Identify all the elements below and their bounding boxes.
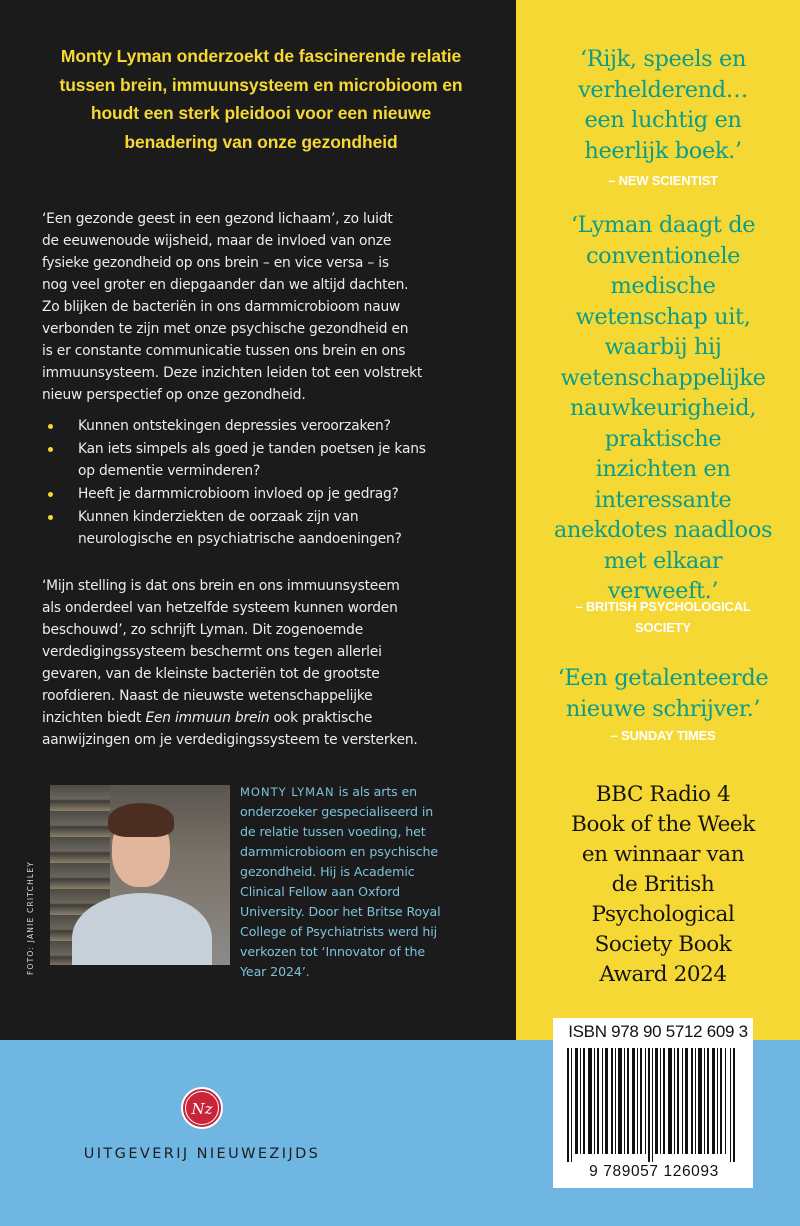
text-line: anekdotes naadloos: [553, 517, 773, 543]
bullet-dot-icon: [48, 492, 53, 497]
text-fragment: ook praktische: [269, 710, 373, 726]
text-line: roofdieren. Naast de nieuwste wetenschappelijke: [42, 688, 373, 704]
text-line: Psychological: [591, 902, 735, 927]
text-line: waarbij hij: [604, 334, 722, 360]
text-line: BBC Radio 4: [595, 782, 731, 807]
body-paragraph-2: [42, 575, 482, 751]
text-line: College of Psychiatrists werd hij: [240, 924, 438, 939]
text-line: gevaren, van de kleinste bacteriën tot de grootste: [42, 666, 380, 682]
author-photo: [50, 785, 230, 965]
text-line: ‘Mijn stelling is dat ons brein en ons immuunsysteem: [42, 578, 400, 594]
review-quote-new-scientist: [540, 44, 786, 166]
text-line: de relatie tussen voeding, het: [240, 824, 426, 839]
text-line: – SUNDAY TIMES: [610, 728, 716, 743]
text-line: neurologische en psychiatrische aandoeningen?: [78, 531, 402, 547]
text-line: University. Door het Britse Royal: [240, 904, 441, 919]
question-list: [42, 415, 482, 551]
text-line: is er constante communicatie tussen ons brein en ons: [42, 343, 406, 359]
text-line: nieuwe schrijver.’: [565, 695, 761, 722]
text-line: onderzoeker gespecialiseerd in: [240, 804, 434, 819]
text-line: met elkaar: [603, 547, 723, 574]
isbn-barcode: [553, 1018, 753, 1188]
review-quote-bps: [540, 210, 786, 607]
text-line: de British: [611, 872, 715, 897]
text-line: nog veel groter en diepgaander dan we altijd dachten.: [42, 277, 409, 293]
bullet-dot-icon: [48, 515, 53, 520]
text-line: ‘Een gezonde geest in een gezond lichaam’, zo luidt: [42, 211, 393, 227]
text-line: verdedigingssysteem beschermt ons tegen allerlei: [42, 644, 382, 660]
text-line: Book of the Week: [571, 812, 755, 837]
intro-line: Monty Lyman onderzoekt de fascinerende relatie: [60, 46, 462, 66]
text-line: verweeft.’: [607, 578, 719, 604]
review-source-new-scientist: [540, 170, 786, 191]
review-source-sunday-times: [540, 725, 786, 746]
list-item: [42, 506, 482, 550]
text-line: Award 2024: [599, 962, 727, 987]
text-line: interessante: [594, 486, 732, 513]
photo-hair: [108, 803, 174, 837]
review-quote-sunday-times: [540, 663, 786, 724]
text-line: Clinical Fellow aan Oxford: [240, 884, 400, 899]
text-line: Kunnen ontstekingen depressies veroorzaken?: [78, 418, 391, 434]
text-line: medische: [610, 273, 716, 299]
text-line: Zo blijken de bacteriën in ons darmmicrobioom nauw: [42, 299, 401, 315]
text-line: [240, 782, 490, 802]
isbn-label: ISBN 978 90 5712 609 3: [568, 1022, 748, 1041]
review-source-bps: [540, 596, 786, 638]
text-line: praktische: [604, 425, 722, 452]
text-line: verbonden te zijn met onze psychische gezondheid en: [42, 321, 409, 337]
text-line: Society Book: [594, 932, 732, 957]
text-line: ‘Rijk, speels en: [579, 46, 747, 72]
text-line: nieuw perspectief op onze gezondheid.: [42, 387, 306, 403]
text-line: beschouwd’, zo schrijft Lyman. Dit zogenoemde: [42, 622, 364, 638]
bullet-dot-icon: [48, 447, 53, 452]
book-title: Een immuun brein: [145, 710, 270, 726]
text-line: SOCIETY: [635, 620, 691, 635]
body-paragraph-1: [42, 208, 482, 406]
text-line: verkozen tot ‘Innovator of the: [240, 944, 426, 959]
barcode-digits: 9 789057 126093: [589, 1163, 719, 1180]
text-line: een luchtig en: [584, 107, 742, 133]
text-line: Heeft je darmmicrobioom invloed op je gedrag?: [78, 486, 399, 502]
text-line: gezondheid. Hij is Academic: [240, 864, 415, 879]
author-bio: [240, 782, 490, 982]
text-line: op dementie verminderen?: [78, 463, 261, 479]
intro-blurb: [48, 42, 474, 156]
text-line: immuunsysteem. Deze inzichten leiden tot een volstrekt: [42, 365, 423, 381]
text-line: Kunnen kinderziekten de oorzaak zijn van: [78, 509, 359, 525]
text-fragment: inzichten biedt: [42, 710, 146, 726]
text-line: de eeuwenoude wijsheid, maar de invloed van onze: [42, 233, 392, 249]
list-item: [42, 438, 482, 482]
list-item: [42, 483, 482, 505]
text-line: wetenschap uit,: [575, 303, 751, 330]
text-line: verhelderend…: [578, 76, 748, 103]
publisher-name: UITGEVERIJ NIEUWEZIJDS: [83, 1146, 321, 1162]
photo-credit: FOTO: JANIE CRITCHLEY: [26, 860, 35, 975]
text-line: aanwijzingen om je verdedigingssysteem te versterken.: [42, 732, 418, 748]
text-line: darmmicrobioom en psychische: [240, 844, 438, 859]
intro-line: benadering van onze gezondheid: [124, 131, 398, 152]
text-line: Kan iets simpels als goed je tanden poetsen je kans: [78, 441, 426, 457]
text-line: en winnaar van: [581, 842, 745, 867]
barcode-bars: [567, 1048, 739, 1162]
publisher-logo-text: Nz: [191, 1100, 213, 1118]
text-line: nauwkeurigheid,: [569, 395, 756, 421]
bullet-dot-icon: [48, 424, 53, 429]
text-line: Year 2024’.: [240, 964, 310, 979]
text-line: fysieke gezondheid op ons brein – en vice versa – is: [42, 255, 389, 271]
text-line: ‘Lyman daagt de: [570, 212, 756, 238]
list-item: [42, 415, 482, 437]
publisher-logo-icon: [180, 1086, 224, 1130]
intro-line: houdt een sterk pleidooi voor een nieuwe: [90, 103, 432, 123]
award-statement: [540, 780, 786, 990]
text-line: wetenschappelijke: [560, 364, 766, 391]
text-line: ‘Een getalenteerde: [557, 665, 769, 691]
text-line: – NEW SCIENTIST: [608, 173, 718, 188]
intro-line: tussen brein, immuunsysteem en microbioom en: [59, 74, 463, 95]
text-line: als onderdeel van hetzelfde systeem kunnen worden: [42, 600, 398, 616]
text-fragment: is als arts en: [334, 784, 418, 799]
text-line: conventionele: [585, 242, 741, 269]
text-line: heerlijk boek.’: [584, 137, 742, 164]
text-line: inzichten en: [595, 456, 731, 482]
author-name: MONTY LYMAN: [240, 785, 335, 799]
text-line: [42, 707, 482, 729]
text-line: – BRITISH PSYCHOLOGICAL: [575, 599, 751, 614]
